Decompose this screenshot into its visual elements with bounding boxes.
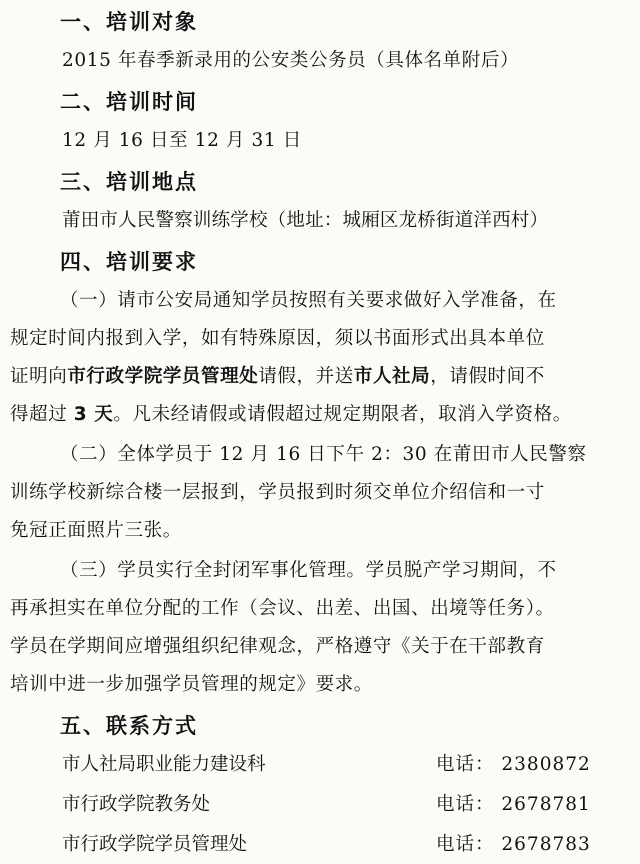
requirement-1-line-4 [10, 400, 572, 426]
requirement-1-line-3-a: 证明向 [10, 366, 68, 387]
requirement-1-line-3-c: 请假，并送 [258, 366, 354, 387]
requirement-2-line-1: （二）全体学员于 12 月 16 日下午 2：30 在莆田市人民警察 [60, 444, 587, 465]
requirement-1-line-3 [10, 362, 545, 388]
heading-contact-info: 五、联系方式 [60, 714, 198, 738]
contact-phone-3: 电话： 2678783 [436, 834, 591, 855]
requirement-3-line-1: （三）学员实行全封闭军事化管理。学员脱产学习期间，不 [60, 560, 557, 581]
requirement-1-line-1: （一）请市公安局通知学员按照有关要求做好入学准备，在 [60, 290, 557, 311]
requirement-2-line-3: 免冠正面照片三张。 [10, 520, 182, 541]
heading-training-location: 三、培训地点 [60, 170, 198, 194]
requirement-1-line-4-c: 。凡未经请假或请假超过规定期限者，取消入学资格。 [113, 404, 572, 425]
requirement-3-line-2: 再承担实在单位分配的工作（会议、出差、出国、出境等任务）。 [10, 598, 555, 619]
contact-name-3: 市行政学院学员管理处 [62, 834, 248, 855]
contact-phone-1: 电话： 2380872 [436, 754, 591, 775]
heading-training-time: 二、培训时间 [60, 90, 198, 114]
requirement-2-line-2: 训练学校新综合楼一层报到，学员报到时须交单位介绍信和一寸 [10, 482, 545, 503]
contact-name-1: 市人社局职业能力建设科 [62, 754, 266, 775]
training-time-content: 12 月 16 日至 12 月 31 日 [62, 130, 302, 151]
leave-limit: 3 天 [73, 404, 114, 425]
heading-training-target: 一、培训对象 [60, 10, 198, 34]
hr-bureau: 市人社局 [353, 366, 431, 387]
contact-phone-2: 电话： 2678781 [436, 794, 591, 815]
student-management-office: 市行政学院学员管理处 [67, 366, 259, 387]
requirement-3-line-3: 学员在学期间应增强组织纪律观念，严格遵守《关于在干部教育 [10, 636, 545, 657]
requirement-3-line-4: 培训中进一步加强学员管理的规定》要求。 [10, 674, 373, 695]
contact-name-2: 市行政学院教务处 [62, 794, 211, 815]
requirement-1-line-3-e: ，请假时间不 [430, 366, 545, 387]
training-target-content: 2015 年春季新录用的公安类公务员（具体名单附后） [62, 50, 520, 71]
training-location-content: 莆田市人民警察训练学校（地址：城厢区龙桥街道洋西村） [62, 210, 549, 231]
requirement-1-line-4-a: 得超过 [10, 404, 74, 425]
requirement-1-line-2: 规定时间内报到入学，如有特殊原因，须以书面形式出具本单位 [10, 328, 545, 349]
heading-training-requirements: 四、培训要求 [60, 250, 198, 274]
